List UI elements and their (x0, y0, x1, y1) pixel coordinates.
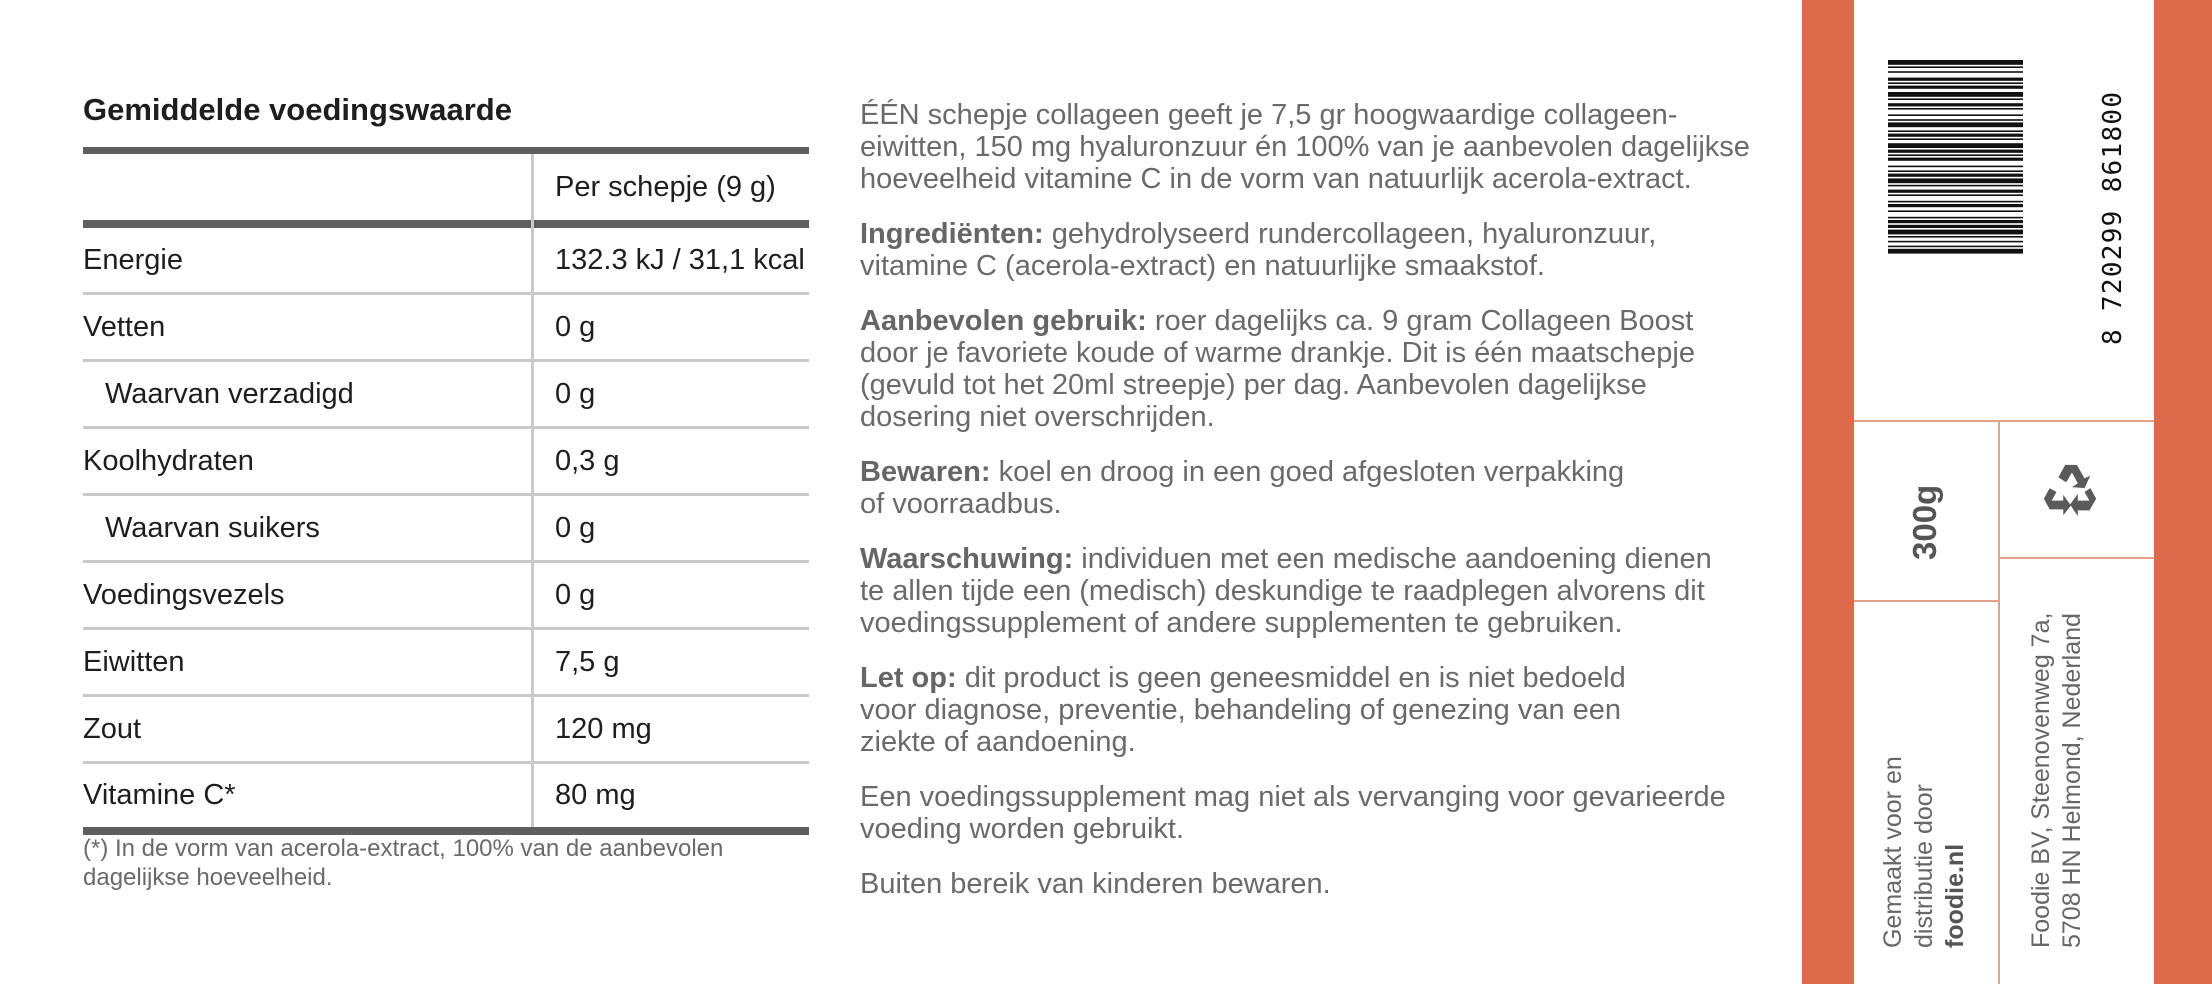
row-value: 120 mg (555, 712, 652, 745)
row-value: 0,3 g (555, 444, 620, 477)
ingredients-paragraph (860, 218, 1800, 282)
text-line: ziekte of aandoening. (860, 726, 1136, 758)
row-label: Waarvan verzadigd (105, 377, 354, 410)
panel-divider (1998, 420, 2000, 984)
text-line: eiwitten, 150 mg hyaluronzuur én 100% van je aanbevolen dagelijkse (860, 131, 1750, 163)
row-label: Zout (83, 712, 142, 745)
text-line: voeding worden gebruikt. (860, 813, 1185, 845)
row-label: Koolhydraten (83, 444, 254, 477)
text-line: Gemaakt voor en (1879, 756, 1907, 948)
storage-label: Bewaren: (860, 456, 991, 488)
footnote-line: (*) In de vorm van acerola-extract, 100% van de aanbevolen (83, 835, 724, 862)
table-row (83, 496, 809, 563)
text-line: of voorraadbus. (860, 488, 1062, 520)
row-value: 132.3 kJ / 31,1 kcal (555, 243, 805, 276)
nutrition-title: Gemiddelde voedingswaarde (83, 92, 512, 127)
text-line: ÉÉN schepje collageen geeft je 7,5 gr hoogwaardige collageen- (860, 99, 1678, 131)
text-line: vitamine C (acerola-extract) en natuurlijke smaakstof. (860, 250, 1545, 282)
table-row (83, 362, 809, 429)
warning-paragraph (860, 543, 1800, 639)
text-line: te allen tijde een (medisch) deskundige te raadplegen alvorens dit (860, 575, 1705, 607)
usage-label: Aanbevolen gebruik: (860, 305, 1147, 337)
table-row (83, 429, 809, 496)
table-row (83, 228, 809, 295)
table-row (83, 697, 809, 764)
text-line: hoeveelheid vitamine C in de vorm van natuurlijk acerola-extract. (860, 163, 1692, 195)
ingredients-label: Ingrediënten: (860, 218, 1044, 250)
text-line: koel en droog in een goed afgesloten verpakking (990, 456, 1625, 488)
row-value: 0 g (555, 310, 596, 343)
row-label: Waarvan suikers (105, 511, 320, 544)
text-line: gehydrolyseerd rundercollageen, hyaluronzuur, (1043, 218, 1657, 250)
text-line: dosering niet overschrijden. (860, 401, 1215, 433)
manufacturer-info (1878, 756, 1971, 948)
footnote-line: dagelijkse hoeveelheid. (83, 864, 333, 891)
row-label: Vitamine C* (83, 779, 236, 811)
usage-paragraph (860, 305, 1800, 433)
table-row (83, 764, 809, 835)
nutrition-table-header (83, 154, 809, 228)
row-value: 80 mg (555, 779, 636, 811)
text-line: (gevuld tot het 20ml streepje) per dag. Aanbevolen dagelijkse (860, 369, 1647, 401)
row-label: Energie (83, 243, 183, 276)
children-paragraph: Buiten bereik van kinderen bewaren. (860, 868, 1331, 900)
product-description (860, 99, 1800, 923)
barcode-image (1888, 60, 2023, 310)
text-line: dit product is geen geneesmiddel en is niet bedoeld (956, 662, 1626, 694)
text-line: voor diagnose, preventie, behandeling of genezing van een (860, 694, 1622, 726)
text-line: voedingssupplement of andere supplementen te gebruiken. (860, 607, 1623, 639)
intro-paragraph (860, 99, 1800, 195)
nutrition-table (83, 147, 809, 835)
text-line: Foodie BV, Steenovenweg 7a, (2027, 612, 2055, 948)
text-line: 5708 HN Helmond, Nederland (2058, 613, 2086, 948)
column-header: Per schepje (9 g) (555, 170, 776, 203)
row-value: 0 g (555, 377, 596, 410)
panel-divider (1854, 600, 1998, 602)
table-row (83, 630, 809, 697)
table-row (83, 295, 809, 362)
table-row (83, 563, 809, 630)
text-line: door je favoriete koude of warme drankje. Dit is één maatschepje (860, 337, 1695, 369)
accent-stripe-right (2154, 0, 2212, 984)
row-label: Voedingsvezels (83, 578, 285, 611)
row-label: Vetten (83, 310, 166, 343)
row-label: Eiwitten (83, 645, 185, 678)
note-label: Let op: (860, 662, 957, 694)
warning-label: Waarschuwing: (860, 543, 1074, 575)
panel-divider (1854, 420, 2154, 422)
substitute-paragraph (860, 781, 1800, 845)
text-line: roer dagelijks ca. 9 gram Collageen Boost (1146, 305, 1694, 337)
storage-paragraph (860, 456, 1800, 520)
recycle-icon (2040, 459, 2102, 521)
text-line: Een voedingssupplement mag niet als vervanging voor gevarieerde (860, 781, 1726, 813)
row-value: 0 g (555, 511, 596, 544)
row-value: 7,5 g (555, 645, 620, 678)
barcode-number: 8 720299 861800 (2098, 90, 2128, 345)
row-value: 0 g (555, 578, 596, 611)
panel-divider (1998, 557, 2154, 559)
text-line: distributie door (1910, 784, 1938, 948)
note-paragraph (860, 662, 1800, 758)
company-address (2026, 613, 2088, 948)
text-line: individuen met een medische aandoening dienen (1073, 543, 1712, 575)
net-weight: 300g (1906, 484, 1943, 560)
accent-stripe-left (1802, 0, 1854, 984)
brand-link: foodie.nl (1941, 843, 1969, 948)
nutrition-footnote (83, 834, 823, 892)
